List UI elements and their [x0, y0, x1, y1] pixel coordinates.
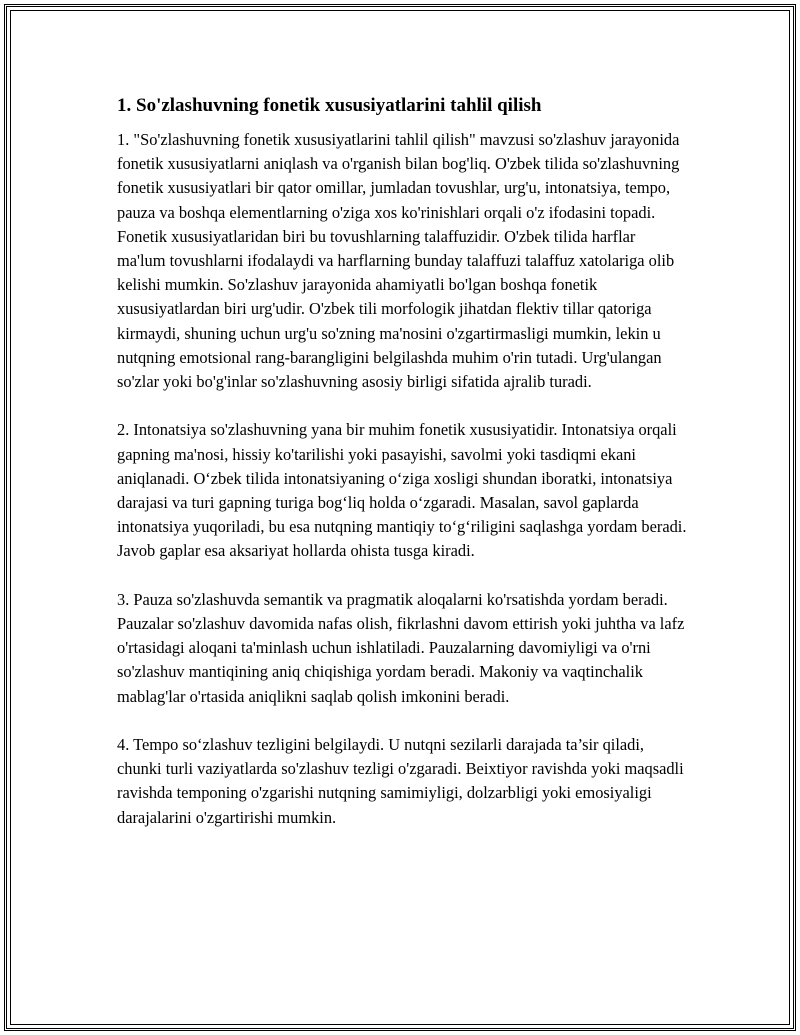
paragraph-2: 2. Intonatsiya so'zlashuvning yana bir muhim fonetik xususiyatidir. Intonatsiya orqali gapning ma'nosi, hissiy ko'tarilishi yoki pasayishi, savolmi yoki tasdiqmi ekani aniqlanadi. O‘zbek tilida intonatsiyaning o‘ziga xosligi shundan iboratki, intonatsiya darajasi va turi gapning turiga bog‘liq holda o‘zgaradi. Masalan, savol gaplarda intonatsiya yuqoriladi, bu esa nutqning mantiqiy to‘g‘riligini saqlashga yordam beradi. Javob gaplar esa aksariyat hollarda ohista tusga kiradi.	[117, 420, 687, 561]
paragraph-1: 1. "So'zlashuvning fonetik xususiyatlarini tahlil qilish" mavzusi so'zlashuv jarayonida fonetik xususiyatlarni aniqlash va o'rganish bilan bog'liq. O'zbek tilida so'zlashuvning fonetik xususiyatlari bir qator omillar, jumladan tovushlar, urg'u, intonatsiya, tempo, pauza va boshqa elementlarning o'ziga xos ko'rinishlari orqali o'z ifodasini topadi. Fonetik xususiyatlaridan biri bu tovushlarning talaffuzidir. O'zbek tilida harflar ma'lum tovushlarni ifodalaydi va harflarning bunday talaffuzi talaffuz xatolariga olib kelishi mumkin. So'zlashuv jarayonida ahamiyatli bo'lgan boshqa fonetik xususiyatlardan biri urg'udir. O'zbek tili morfologik jihatdan flektiv tillar qatoriga kirmaydi, shuning uchun urg'u so'zning ma'nosini o'zgartirmasligi mumkin, lekin u nutqning emotsional rang-barangligini belgilashda muhim o'rin tutadi. Urg'ulangan so'zlar yoki bo'g'inlar so'zlashuvning asosiy birligi sifatida ajralib turadi.	[117, 130, 680, 392]
paragraph-4: 4. Tempo so‘zlashuv tezligini belgilaydi. U nutqni sezilarli darajada ta’sir qiladi, chunki turli vaziyatlarda so'zlashuv tezligi o'zgaradi. Beixtiyor ravishda yoki maqsadli ravishda temponing o'zgarishi nutqning samimiyligi, dolzarbligi yoki emosiyaligi darajalarini o'zgartirishi mumkin.	[117, 735, 684, 827]
document-body	[117, 93, 687, 854]
paragraph-3: 3. Pauza so'zlashuvda semantik va pragmatik aloqalarni ko'rsatishda yordam beradi. Pauzalar so'zlashuv davomida nafas olish, fikrlashni davom ettirish yoki juhtha va lafz o'rtasidagi aloqani ta'minlash uchun ishlatiladi. Pauzalarning davomiyligi va o'rni so'zlashuv mantiqining aniq chiqishiga yordam beradi. Makoniy va vaqtinchalik mablag'lar o'rtasida aniqlikni saqlab qolish imkonini beradi.	[117, 589, 685, 706]
section-heading: 1. So'zlashuvning fonetik xususiyatlarini tahlil qilish	[117, 95, 542, 116]
